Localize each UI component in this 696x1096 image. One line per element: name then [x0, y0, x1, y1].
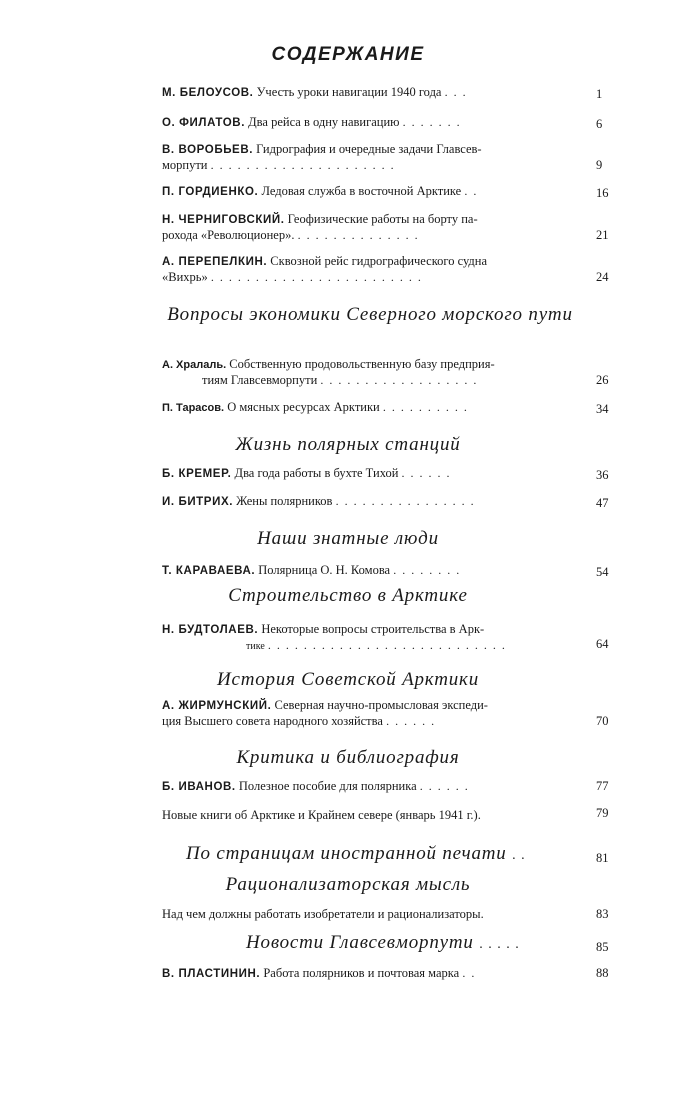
entry-title: Геофизические работы на борту па- — [287, 212, 478, 226]
entry-title: Учесть уроки навигации 1940 года — [256, 85, 442, 99]
entry-page-number: 9 — [596, 158, 603, 172]
toc-entry — [162, 966, 586, 982]
entry-leader-dots: . . . . . . . . . . . . . . . . . . . . . . . . . . . — [267, 638, 507, 652]
entry-title: Жены полярников — [236, 494, 333, 508]
toc-entry — [162, 357, 586, 388]
entry-leader-dots: . . . . . . . . . . — [382, 400, 469, 414]
entry-title-continuation: ция Высшего совета народного хозяйства — [162, 714, 383, 728]
entry-leader-dots: . . . . . . — [401, 466, 452, 480]
entry-page-number: 21 — [596, 228, 609, 242]
toc-entry — [162, 622, 586, 654]
entry-leader-dots: . . . . . . . . . . . . . . . . — [335, 494, 476, 508]
entry-title: Два года работы в бухте Тихой — [234, 466, 399, 480]
entry-title: Собственную продовольственную базу предприя- — [229, 357, 495, 371]
section-leader-dots: . . — [512, 848, 526, 863]
entry-author: Б. КРЕМЕР. — [162, 468, 232, 480]
toc-entry — [162, 698, 586, 729]
section-leader-dots: . . . . . — [479, 937, 520, 952]
toc-entry — [162, 466, 586, 482]
toc-entry — [162, 85, 586, 101]
entry-title: Работа полярников и почтовая марка — [263, 966, 460, 980]
entry-title-continuation: морпути — [162, 158, 208, 172]
toc-entry — [162, 115, 586, 131]
entry-page-number: 24 — [596, 270, 609, 284]
section-heading: Жизнь полярных станций — [235, 434, 461, 455]
entry-leader-dots: . . . . . . — [419, 779, 470, 793]
entry-author: Т. КАРАВАЕВА. — [162, 565, 256, 577]
toc-entry — [162, 494, 586, 510]
entry-page-number: 70 — [596, 714, 609, 728]
entry-leader-dots: . . . — [444, 85, 468, 99]
toc-entry — [162, 779, 586, 795]
section-heading: История Советской Арктики — [216, 669, 480, 690]
entry-author: Н. ЧЕРНИГОВСКИЙ. — [162, 214, 285, 226]
section-heading: Вопросы экономики Северного морского пути — [167, 304, 573, 325]
section-heading: По страницам иностранной печати — [186, 843, 507, 864]
entry-page-number: 83 — [596, 907, 609, 921]
entry-title: Два рейса в одну навигацию — [248, 115, 400, 129]
section-heading-with-page — [186, 843, 526, 865]
entry-leader-dots: . . . . . . . — [402, 115, 462, 129]
entry-title: Полярница О. Н. Комова — [258, 563, 391, 577]
toc-entry — [162, 184, 586, 200]
entry-page-number: 64 — [596, 637, 609, 651]
toc-entry — [162, 212, 586, 243]
entry-title: Северная научно-промысловая экспеди- — [274, 698, 488, 712]
entry-page-number: 88 — [596, 966, 609, 980]
entry-title: О мясных ресурсах Арктики — [227, 400, 380, 414]
toc-entry — [162, 400, 586, 416]
entry-author: М. БЕЛОУСОВ. — [162, 87, 254, 99]
entry-leader-dots: . . . . . . . . . . . . . . . . . . — [320, 373, 478, 387]
entry-author: П. ГОРДИЕНКО. — [162, 186, 259, 198]
entry-page-number: 26 — [596, 373, 609, 387]
entry-author: В. ВОРОБЬЕВ. — [162, 144, 254, 156]
entry-leader-dots: . . — [462, 966, 476, 980]
entry-author: П. Тарасов. — [162, 402, 225, 414]
section-page-number: 81 — [596, 851, 609, 865]
entry-page-number: 6 — [596, 117, 603, 131]
entry-author: Б. ИВАНОВ. — [162, 781, 236, 793]
entry-title-continuation: рохода «Революционер». — [162, 228, 295, 242]
entry-title: Сквозной рейс гидрографического судна — [270, 254, 488, 268]
entry-author: А. ПЕРЕПЕЛКИН. — [162, 256, 268, 268]
section-heading: Строительство в Арктике — [228, 585, 468, 606]
entry-page-number: 54 — [596, 565, 609, 579]
entry-title-continuation: тике — [246, 641, 265, 652]
entry-title: Ледовая служба в восточной Арктике — [261, 184, 462, 198]
entry-page-number: 34 — [596, 402, 609, 416]
entry-title-continuation: тиям Главсевморпути — [202, 373, 318, 387]
toc-entry: Новые книги об Арктике и Крайнем севере (январь 1941 г.). — [162, 808, 481, 822]
entry-author: И. БИТРИХ. — [162, 496, 234, 508]
entry-leader-dots: . . . . . . . . . . . . . . — [297, 228, 420, 242]
toc-entry — [162, 142, 586, 173]
entry-author: А. Хралаль. — [162, 359, 227, 371]
entry-author: Н. БУДТОЛАЕВ. — [162, 624, 259, 636]
entry-page-number: 47 — [596, 496, 609, 510]
entry-page-number: 16 — [596, 186, 609, 200]
section-heading: Наши знатные люди — [257, 528, 439, 549]
section-heading: Критика и библиография — [236, 747, 460, 768]
section-heading: Рационализаторская мысль — [225, 874, 471, 895]
entry-title-continuation: «Вихрь» — [162, 270, 208, 284]
entry-leader-dots: . . . . . . . . . . . . . . . . . . . . . — [210, 158, 396, 172]
entry-author: В. ПЛАСТИНИН. — [162, 968, 261, 980]
toc-entry — [162, 254, 586, 285]
section-page-number: 85 — [596, 940, 609, 954]
toc-entry — [162, 563, 586, 579]
entry-page-number: 1 — [596, 87, 603, 101]
section-heading: Новости Главсевморпути — [246, 932, 474, 953]
entry-author: О. ФИЛАТОВ. — [162, 117, 246, 129]
entry-page-number: 36 — [596, 468, 609, 482]
page-title: СОДЕРЖАНИЕ — [271, 44, 425, 65]
entry-title: Некоторые вопросы строительства в Арк- — [261, 622, 485, 636]
entry-leader-dots: . . — [464, 184, 478, 198]
entry-leader-dots: . . . . . . — [386, 714, 436, 728]
entry-page-number: 77 — [596, 779, 609, 793]
entry-author: А. ЖИРМУНСКИЙ. — [162, 700, 272, 712]
entry-leader-dots: . . . . . . . . . . . . . . . . . . . . . . . . — [210, 270, 423, 284]
toc-entry: Над чем должны работать изобретатели и рационализаторы. — [162, 907, 484, 921]
entry-leader-dots: . . . . . . . . — [393, 563, 461, 577]
entry-title: Полезное пособие для полярника — [238, 779, 417, 793]
entry-title: Гидрография и очередные задачи Главсев- — [256, 142, 482, 156]
entry-page-number: 79 — [596, 806, 609, 820]
section-heading-with-page — [246, 932, 520, 954]
